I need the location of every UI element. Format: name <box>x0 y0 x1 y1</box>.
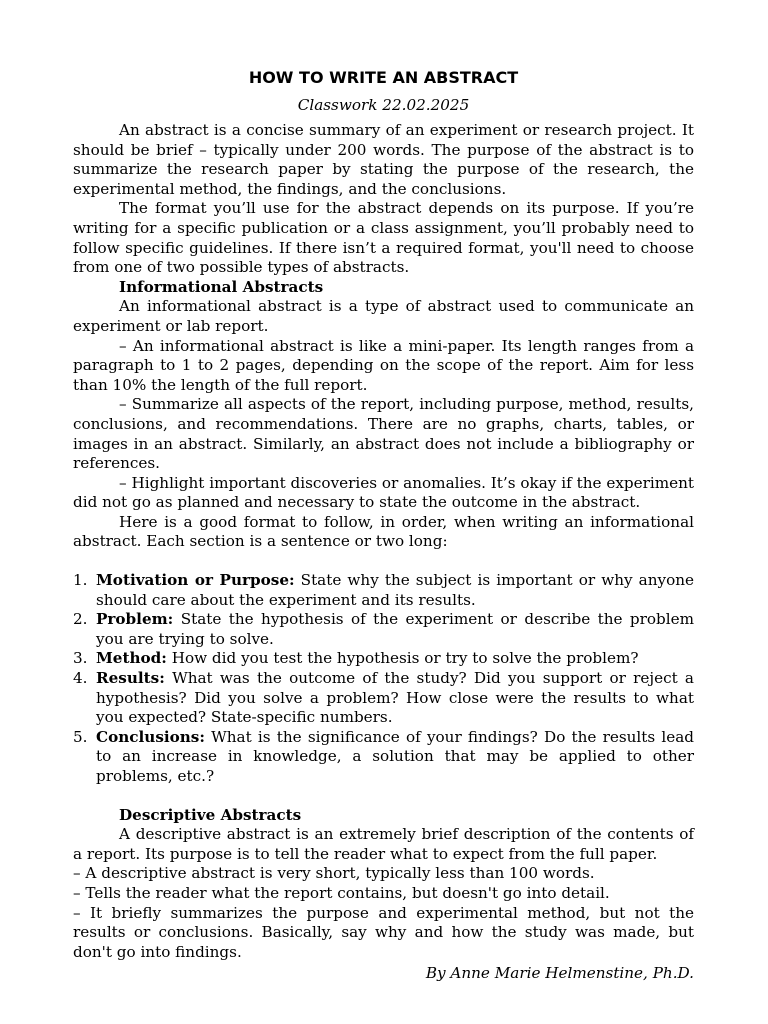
list-item-number: 4. <box>73 669 88 688</box>
informational-paragraph-5: Here is a good format to follow, in order, when writing an informational abstract. Each section is a sentence or two long: <box>73 512 694 551</box>
list-item <box>73 728 694 787</box>
list-item <box>73 571 694 610</box>
list-item-term: Motivation or Purpose: <box>96 571 295 590</box>
list-item <box>73 649 694 669</box>
intro-paragraph-2: The format you’ll use for the abstract depends on its purpose. If you’re writing for a specific publication or a class assignment, you’ll probably need to follow specific guidelines. If there isn’t a required format, you'll need to choose from one of two possible types of abstracts. <box>73 199 694 277</box>
list-item-number: 5. <box>73 727 88 746</box>
list-item-text: How did you test the hypothesis or try to solve the problem? <box>166 649 639 668</box>
format-list <box>73 571 694 787</box>
list-item-term: Conclusions: <box>96 727 205 746</box>
descriptive-bullet-3: – It briefly summarizes the purpose and experimental method, but not the results or conclusions. Basically, say why and how the study was made, but don't go into findings. <box>73 903 694 961</box>
list-item-term: Results: <box>96 669 165 688</box>
list-item-text: State why the subject is important or why anyone should care about the experiment and its results. <box>96 571 694 609</box>
spacer <box>73 552 694 571</box>
descriptive-heading: Descriptive Abstracts <box>119 805 302 824</box>
list-item <box>73 610 694 649</box>
list-item-text: What is the significance of your findings? Do the results lead to an increase in knowledge, a solution that may be applied to other problems, etc.? <box>96 727 694 785</box>
document-subtitle: Classwork 22.02.2025 <box>297 96 470 114</box>
list-item-term: Problem: <box>96 610 174 629</box>
list-item-number: 1. <box>73 571 88 590</box>
document-title: HOW TO WRITE AN ABSTRACT <box>248 68 519 87</box>
spacer <box>73 787 694 806</box>
descriptive-intro: A descriptive abstract is an extremely brief description of the contents of a report. Its purpose is to tell the reader what to expect from the full paper. <box>73 825 694 863</box>
informational-paragraph-2: – An informational abstract is like a mini-paper. Its length ranges from a paragraph to 1 to 2 pages, depending on the scope of the report. Aim for less than 10% the length of the full report. <box>73 336 694 394</box>
intro-paragraph-1: An abstract is a concise summary of an experiment or research project. It should be brief – typically under 200 words. The purpose of the abstract is to summarize the research paper by stating the purpose of the research, the experimental method, the findings, and the conclusions. <box>73 121 694 198</box>
author-signature: By Anne Marie Helmenstine, Ph.D. <box>425 964 694 983</box>
list-item-number: 3. <box>73 649 88 668</box>
list-item-text: State the hypothesis of the experiment or describe the problem you are trying to solve. <box>96 610 694 648</box>
descriptive-bullet-1: – A descriptive abstract is very short, typically less than 100 words. <box>73 864 595 883</box>
descriptive-bullet-2: – Tells the reader what the report contains, but doesn't go into detail. <box>73 883 610 902</box>
list-item-number: 2. <box>73 610 88 629</box>
list-item <box>73 669 694 728</box>
informational-paragraph-4: – Highlight important discoveries or anomalies. It’s okay if the experiment did not go as planned and necessary to state the outcome in the abstract. <box>73 473 694 512</box>
informational-paragraph-1: An informational abstract is a type of abstract used to communicate an experiment or lab report. <box>73 297 694 335</box>
informational-paragraph-3: – Summarize all aspects of the report, including purpose, method, results, conclusions, and recommendations. There are no graphs, charts, tables, or images in an abstract. Similarly, an abstract does not include a bibliography or references. <box>73 395 694 473</box>
informational-heading: Informational Abstracts <box>119 277 324 296</box>
list-item-text: What was the outcome of the study? Did you support or reject a hypothesis? Did you solve a problem? How close were the results to what you expected? State-specific numbers. <box>96 669 694 727</box>
list-item-term: Method: <box>96 649 167 668</box>
